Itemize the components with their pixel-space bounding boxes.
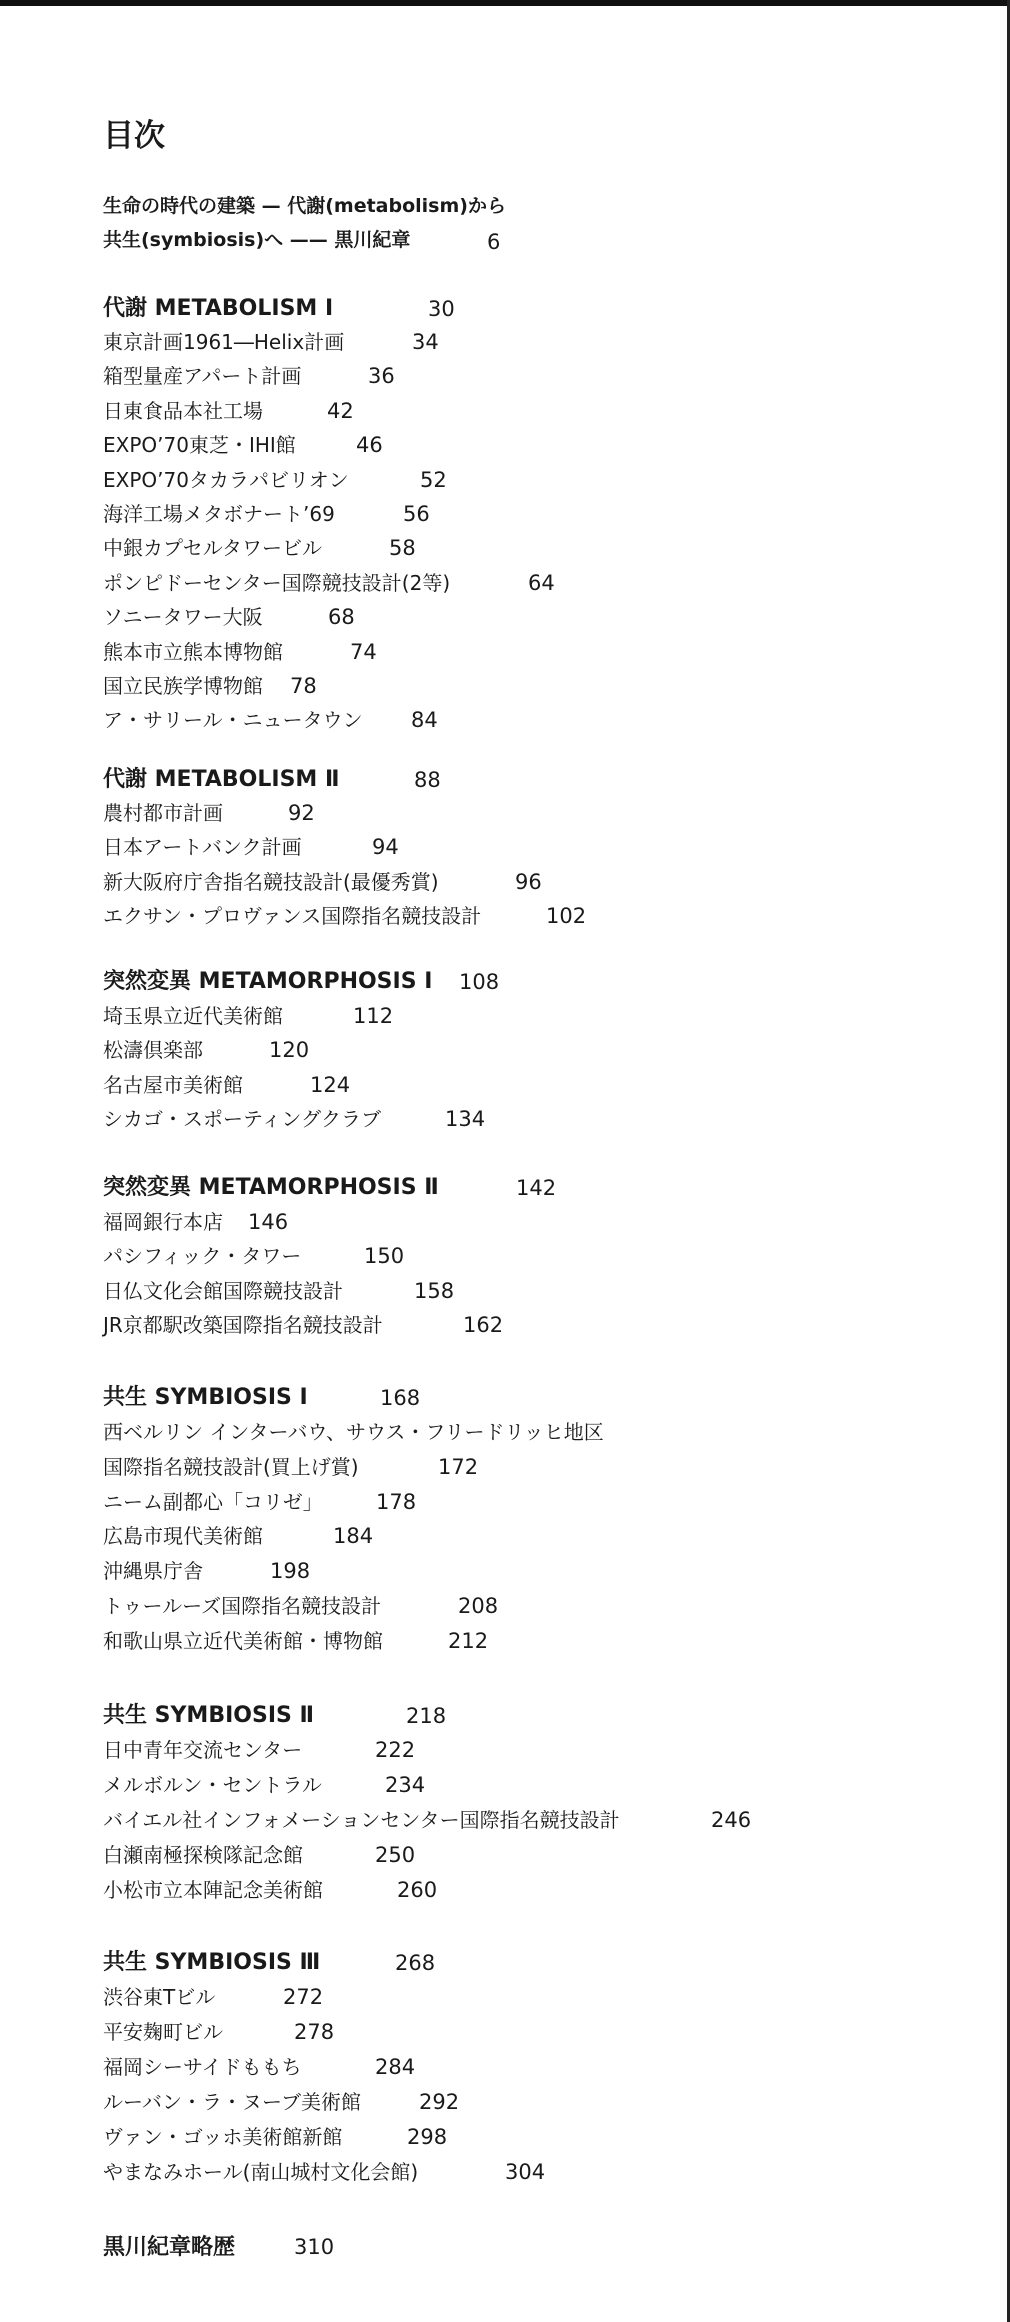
- toc-item-title: ソニータワー大阪: [103, 605, 263, 629]
- toc-item-page-number: 36: [368, 364, 395, 388]
- toc-item-page-number: 198: [270, 1559, 311, 1583]
- toc-item-title: エクサン・プロヴァンス国際指名競技設計: [103, 904, 482, 928]
- toc-item-page-number: 52: [420, 468, 447, 492]
- section-title: 突然変異 METAMORPHOSIS Ⅰ: [103, 969, 433, 994]
- toc-item-page-number: 34: [412, 330, 439, 354]
- toc-item-title: ニーム副都心「コリゼ」: [103, 1490, 323, 1514]
- toc-item-title: JR京都駅改築国際指名競技設計: [103, 1313, 383, 1337]
- section-title: 共生 SYMBIOSIS Ⅲ: [103, 1950, 321, 1975]
- page-title: 目次: [103, 118, 165, 154]
- toc-item-title: 箱型量産アパート計画: [103, 364, 302, 388]
- toc-item-page-number: 298: [407, 2125, 448, 2149]
- toc-item-title: 日本アートバンク計画: [103, 835, 302, 859]
- toc-item-page-number: 102: [546, 904, 587, 928]
- toc-item-title: 農村都市計画: [103, 801, 223, 825]
- intro-title-line-1: 生命の時代の建築 — 代謝(metabolism)から: [103, 195, 506, 217]
- toc-item-page-number: 158: [414, 1279, 455, 1303]
- section-page-number: 268: [395, 1951, 436, 1975]
- toc-item-title: 平安麹町ビル: [103, 2020, 223, 2044]
- section-page-number: 218: [406, 1704, 447, 1728]
- toc-item-page-number: 250: [375, 1843, 416, 1867]
- section-page-number: 108: [459, 970, 500, 994]
- toc-item-page-number: 184: [333, 1524, 374, 1548]
- toc-item-page-number: 68: [328, 605, 355, 629]
- toc-item-title: 国際指名競技設計(買上げ賞): [103, 1455, 359, 1479]
- toc-item-title: ヴァン・ゴッホ美術館新館: [103, 2125, 343, 2149]
- toc-item-page-number: 272: [283, 1985, 324, 2009]
- section-title: 共生 SYMBIOSIS Ⅱ: [103, 1703, 315, 1728]
- toc-item-page-number: 222: [375, 1738, 416, 1762]
- toc-item-page-number: 112: [353, 1004, 394, 1028]
- toc-item-title: ア・サリール・ニュータウン: [103, 708, 363, 732]
- toc-item-title: 福岡シーサイドももち: [103, 2055, 302, 2079]
- toc-item-title: パシフィック・タワー: [103, 1244, 302, 1268]
- toc-item-page-number: 134: [445, 1107, 486, 1131]
- section-page-number: 142: [516, 1176, 557, 1200]
- toc-item-title: 日中青年交流センター: [103, 1738, 303, 1762]
- toc-item-page-number: 304: [505, 2160, 546, 2184]
- toc-item-title: 白瀬南極探検隊記念館: [103, 1843, 303, 1867]
- toc-item-page-number: 150: [364, 1244, 405, 1268]
- toc-item-page-number: 120: [269, 1038, 310, 1062]
- toc-item-title: 国立民族学博物館: [103, 674, 263, 698]
- toc-item-title: 海洋工場メタボナート’69: [103, 502, 335, 526]
- toc-item-page-number: 284: [375, 2055, 416, 2079]
- toc-item-title: 広島市現代美術館: [103, 1524, 263, 1548]
- toc-item-page-number: 78: [290, 674, 317, 698]
- toc-item-title: 和歌山県立近代美術館・博物館: [103, 1629, 383, 1653]
- toc-item-title: シカゴ・スポーティングクラブ: [103, 1107, 381, 1131]
- toc-item-page-number: 246: [711, 1808, 752, 1832]
- toc-item-title: ポンピドーセンター国際競技設計(2等): [103, 571, 451, 595]
- toc-item-page-number: 212: [448, 1629, 489, 1653]
- toc-item-page-number: 94: [372, 835, 399, 859]
- toc-item-page-number: 42: [327, 399, 354, 423]
- toc-item-title: ルーバン・ラ・ヌーブ美術館: [103, 2090, 361, 2114]
- profile-title: 黒川紀章略歴: [103, 2235, 236, 2260]
- toc-item-title: バイエル社インフォメーションセンター国際指名競技設計: [103, 1808, 620, 1832]
- toc-item-title: メルボルン・セントラル: [103, 1773, 322, 1797]
- toc-item-page-number: 64: [528, 571, 555, 595]
- section-page-number: 30: [428, 297, 455, 321]
- intro-title-line-2: 共生(symbiosis)へ —— 黒川紀章: [103, 229, 411, 251]
- toc-item-page-number: 278: [294, 2020, 335, 2044]
- toc-item-page-number: 124: [310, 1073, 351, 1097]
- section-title: 代謝 METABOLISM Ⅰ: [103, 296, 334, 321]
- toc-item-title: 熊本市立熊本博物館: [103, 640, 283, 664]
- section-title: 共生 SYMBIOSIS Ⅰ: [103, 1385, 308, 1410]
- toc-item-title: 福岡銀行本店: [103, 1210, 223, 1234]
- toc-item-page-number: 178: [376, 1490, 417, 1514]
- toc-item-title: トゥールーズ国際指名競技設計: [103, 1594, 382, 1618]
- toc-item-page-number: 96: [515, 870, 542, 894]
- toc-item-title: 松濤倶楽部: [103, 1038, 203, 1062]
- toc-item-title: 西ベルリン インターバウ、サウス・フリードリッヒ地区: [103, 1420, 604, 1444]
- toc-item-title: 東京計画1961―Helix計画: [103, 330, 345, 354]
- toc-item-title: やまなみホール(南山城村文化会館): [103, 2160, 419, 2184]
- toc-item-title: 名古屋市美術館: [103, 1073, 243, 1097]
- toc-item-page-number: 208: [458, 1594, 499, 1618]
- section-page-number: 88: [414, 768, 441, 792]
- toc-item-title: 埼玉県立近代美術館: [103, 1004, 283, 1028]
- toc-item-title: 日仏文化会館国際競技設計: [103, 1279, 343, 1303]
- intro-page-number: 6: [487, 230, 501, 254]
- toc-item-title: 新大阪府庁舎指名競技設計(最優秀賞): [103, 870, 439, 894]
- toc-item-page-number: 146: [248, 1210, 289, 1234]
- toc-item-page-number: 172: [438, 1455, 479, 1479]
- toc-item-page-number: 74: [350, 640, 377, 664]
- toc-item-title: EXPO’70東芝・IHI館: [103, 433, 296, 457]
- section-title: 突然変異 METAMORPHOSIS Ⅱ: [103, 1175, 439, 1200]
- toc-item-page-number: 162: [463, 1313, 504, 1337]
- toc-item-title: 沖縄県庁舎: [103, 1559, 203, 1583]
- toc-item-title: 中銀カプセルタワービル: [103, 536, 322, 560]
- section-title: 代謝 METABOLISM Ⅱ: [103, 767, 340, 792]
- toc-item-page-number: 56: [403, 502, 430, 526]
- toc-item-title: 渋谷東Tビル: [103, 1985, 216, 2009]
- toc-item-page-number: 58: [389, 536, 416, 560]
- toc-item-title: 小松市立本陣記念美術館: [103, 1878, 323, 1902]
- toc-item-page-number: 46: [356, 433, 383, 457]
- section-page-number: 168: [380, 1386, 421, 1410]
- toc-item-title: 日東食品本社工場: [103, 399, 263, 423]
- profile-page-number: 310: [294, 2235, 335, 2259]
- toc-item-page-number: 234: [385, 1773, 426, 1797]
- toc-item-title: EXPO’70タカラパビリオン: [103, 468, 349, 492]
- toc-item-page-number: 84: [411, 708, 438, 732]
- toc-item-page-number: 292: [419, 2090, 460, 2114]
- toc-item-page-number: 260: [397, 1878, 438, 1902]
- toc-item-page-number: 92: [288, 801, 315, 825]
